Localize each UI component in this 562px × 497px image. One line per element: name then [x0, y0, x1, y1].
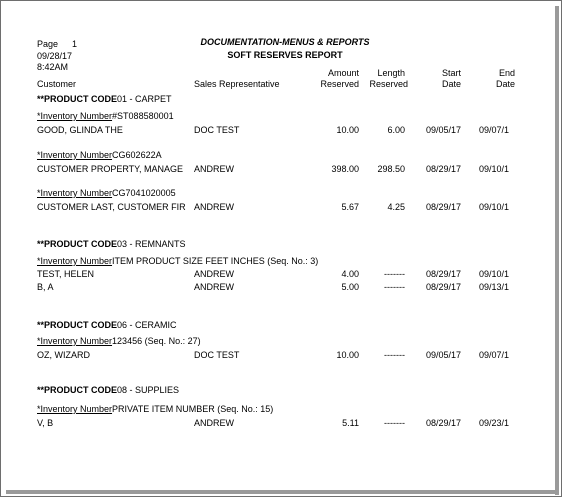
customer-cell: B, A — [37, 282, 54, 292]
col-customer: Customer — [37, 79, 77, 89]
inventory-number-label: *Inventory Number — [37, 150, 113, 160]
start-date-cell: 08/29/17 — [425, 202, 461, 212]
start-date-cell: 08/29/17 — [425, 282, 461, 292]
col-amount-1: Amount — [327, 68, 359, 78]
length-cell: ------- — [384, 418, 405, 428]
sales-rep-cell: ANDREW — [194, 202, 234, 212]
report-date: 09/28/17 — [37, 51, 73, 61]
col-sales-rep: Sales Representative — [194, 79, 280, 89]
page-shadow-bottom — [6, 490, 559, 494]
inventory-line — [37, 256, 318, 266]
end-date-cell: 09/23/1 — [479, 418, 510, 428]
col-end-1: End — [498, 68, 515, 78]
amount-cell: 5.67 — [341, 202, 359, 212]
product-code-value: 06 - CERAMIC — [117, 320, 177, 330]
sales-rep-cell: ANDREW — [194, 418, 234, 428]
product-code-value: 03 - REMNANTS — [117, 239, 186, 249]
start-date-cell: 08/29/17 — [425, 418, 461, 428]
sales-rep-cell: ANDREW — [194, 269, 234, 279]
amount-cell: 4.00 — [341, 269, 359, 279]
length-cell: ------- — [384, 350, 405, 360]
product-code-heading — [37, 94, 172, 104]
col-start-1: Start — [441, 68, 461, 78]
sales-rep-cell: DOC TEST — [194, 350, 240, 360]
start-date-cell: 08/29/17 — [425, 164, 461, 174]
col-start-2: Date — [441, 79, 461, 89]
start-date-cell: 09/05/17 — [425, 125, 461, 135]
customer-cell: V, B — [37, 418, 54, 428]
amount-cell: 10.00 — [336, 350, 359, 360]
start-date-cell: 08/29/17 — [425, 269, 461, 279]
page-shadow-right — [555, 6, 559, 495]
customer-cell: CUSTOMER LAST, CUSTOMER FIR — [37, 202, 186, 212]
length-cell: 4.25 — [387, 202, 405, 212]
col-length-2: Reserved — [369, 79, 408, 89]
product-code-label: **PRODUCT CODE — [37, 94, 118, 104]
inventory-line — [37, 188, 176, 198]
customer-cell: CUSTOMER PROPERTY, MANAGE — [37, 164, 184, 174]
inventory-line — [37, 404, 273, 414]
length-cell: ------- — [384, 282, 405, 292]
amount-cell: 398.00 — [331, 164, 359, 174]
start-date-cell: 09/05/17 — [425, 350, 461, 360]
sales-rep-cell: ANDREW — [194, 164, 234, 174]
inventory-number-value: #ST088580001 — [112, 111, 174, 121]
end-date-cell: 09/10/1 — [479, 164, 510, 174]
product-code-heading — [37, 320, 177, 330]
report-page — [1, 1, 554, 489]
inventory-number-label: *Inventory Number — [37, 336, 113, 346]
product-code-label: **PRODUCT CODE — [37, 320, 118, 330]
product-code-value: 01 - CARPET — [117, 94, 172, 104]
inventory-number-value: ITEM PRODUCT SIZE FEET INCHES (Seq. No.: 3) — [112, 256, 319, 266]
page-number: 1 — [71, 39, 77, 49]
inventory-number-label: *Inventory Number — [37, 256, 113, 266]
product-code-label: **PRODUCT CODE — [37, 239, 118, 249]
end-date-cell: 09/13/1 — [479, 282, 510, 292]
inventory-number-label: *Inventory Number — [37, 404, 113, 414]
inventory-line — [37, 111, 174, 121]
end-date-cell: 09/10/1 — [479, 202, 510, 212]
length-cell: ------- — [384, 269, 405, 279]
end-date-cell: 09/10/1 — [479, 269, 510, 279]
customer-cell: TEST, HELEN — [37, 269, 95, 279]
product-code-label: **PRODUCT CODE — [37, 385, 118, 395]
col-amount-2: Reserved — [320, 79, 359, 89]
amount-cell: 5.00 — [341, 282, 359, 292]
sales-rep-cell: ANDREW — [194, 282, 234, 292]
page-label: Page — [37, 39, 59, 49]
length-cell: 298.50 — [377, 164, 405, 174]
inventory-number-value: CG602622A — [112, 150, 162, 160]
report-subtitle: SOFT RESERVES REPORT — [227, 50, 343, 60]
product-code-heading — [37, 239, 186, 249]
inventory-number-label: *Inventory Number — [37, 188, 113, 198]
length-cell: 6.00 — [387, 125, 405, 135]
amount-cell: 10.00 — [336, 125, 359, 135]
product-code-value: 08 - SUPPLIES — [117, 385, 180, 395]
product-code-heading — [37, 385, 179, 395]
report-time: 8:42AM — [37, 62, 69, 72]
inventory-number-value: PRIVATE ITEM NUMBER (Seq. No.: 15) — [112, 404, 274, 414]
inventory-number-value: 123456 (Seq. No.: 27) — [112, 336, 201, 346]
inventory-line — [37, 336, 201, 346]
inventory-line — [37, 150, 162, 160]
end-date-cell: 09/07/1 — [479, 350, 510, 360]
sales-rep-cell: DOC TEST — [194, 125, 240, 135]
inventory-number-label: *Inventory Number — [37, 111, 113, 121]
customer-cell: OZ, WIZARD — [37, 350, 90, 360]
col-length-1: Length — [377, 68, 405, 78]
report-title: DOCUMENTATION-MENUS & REPORTS — [200, 37, 370, 47]
col-end-2: Date — [495, 79, 515, 89]
end-date-cell: 09/07/1 — [479, 125, 510, 135]
inventory-number-value: CG7041020005 — [112, 188, 176, 198]
customer-cell: GOOD, GLINDA THE — [37, 125, 123, 135]
amount-cell: 5.11 — [342, 418, 359, 428]
